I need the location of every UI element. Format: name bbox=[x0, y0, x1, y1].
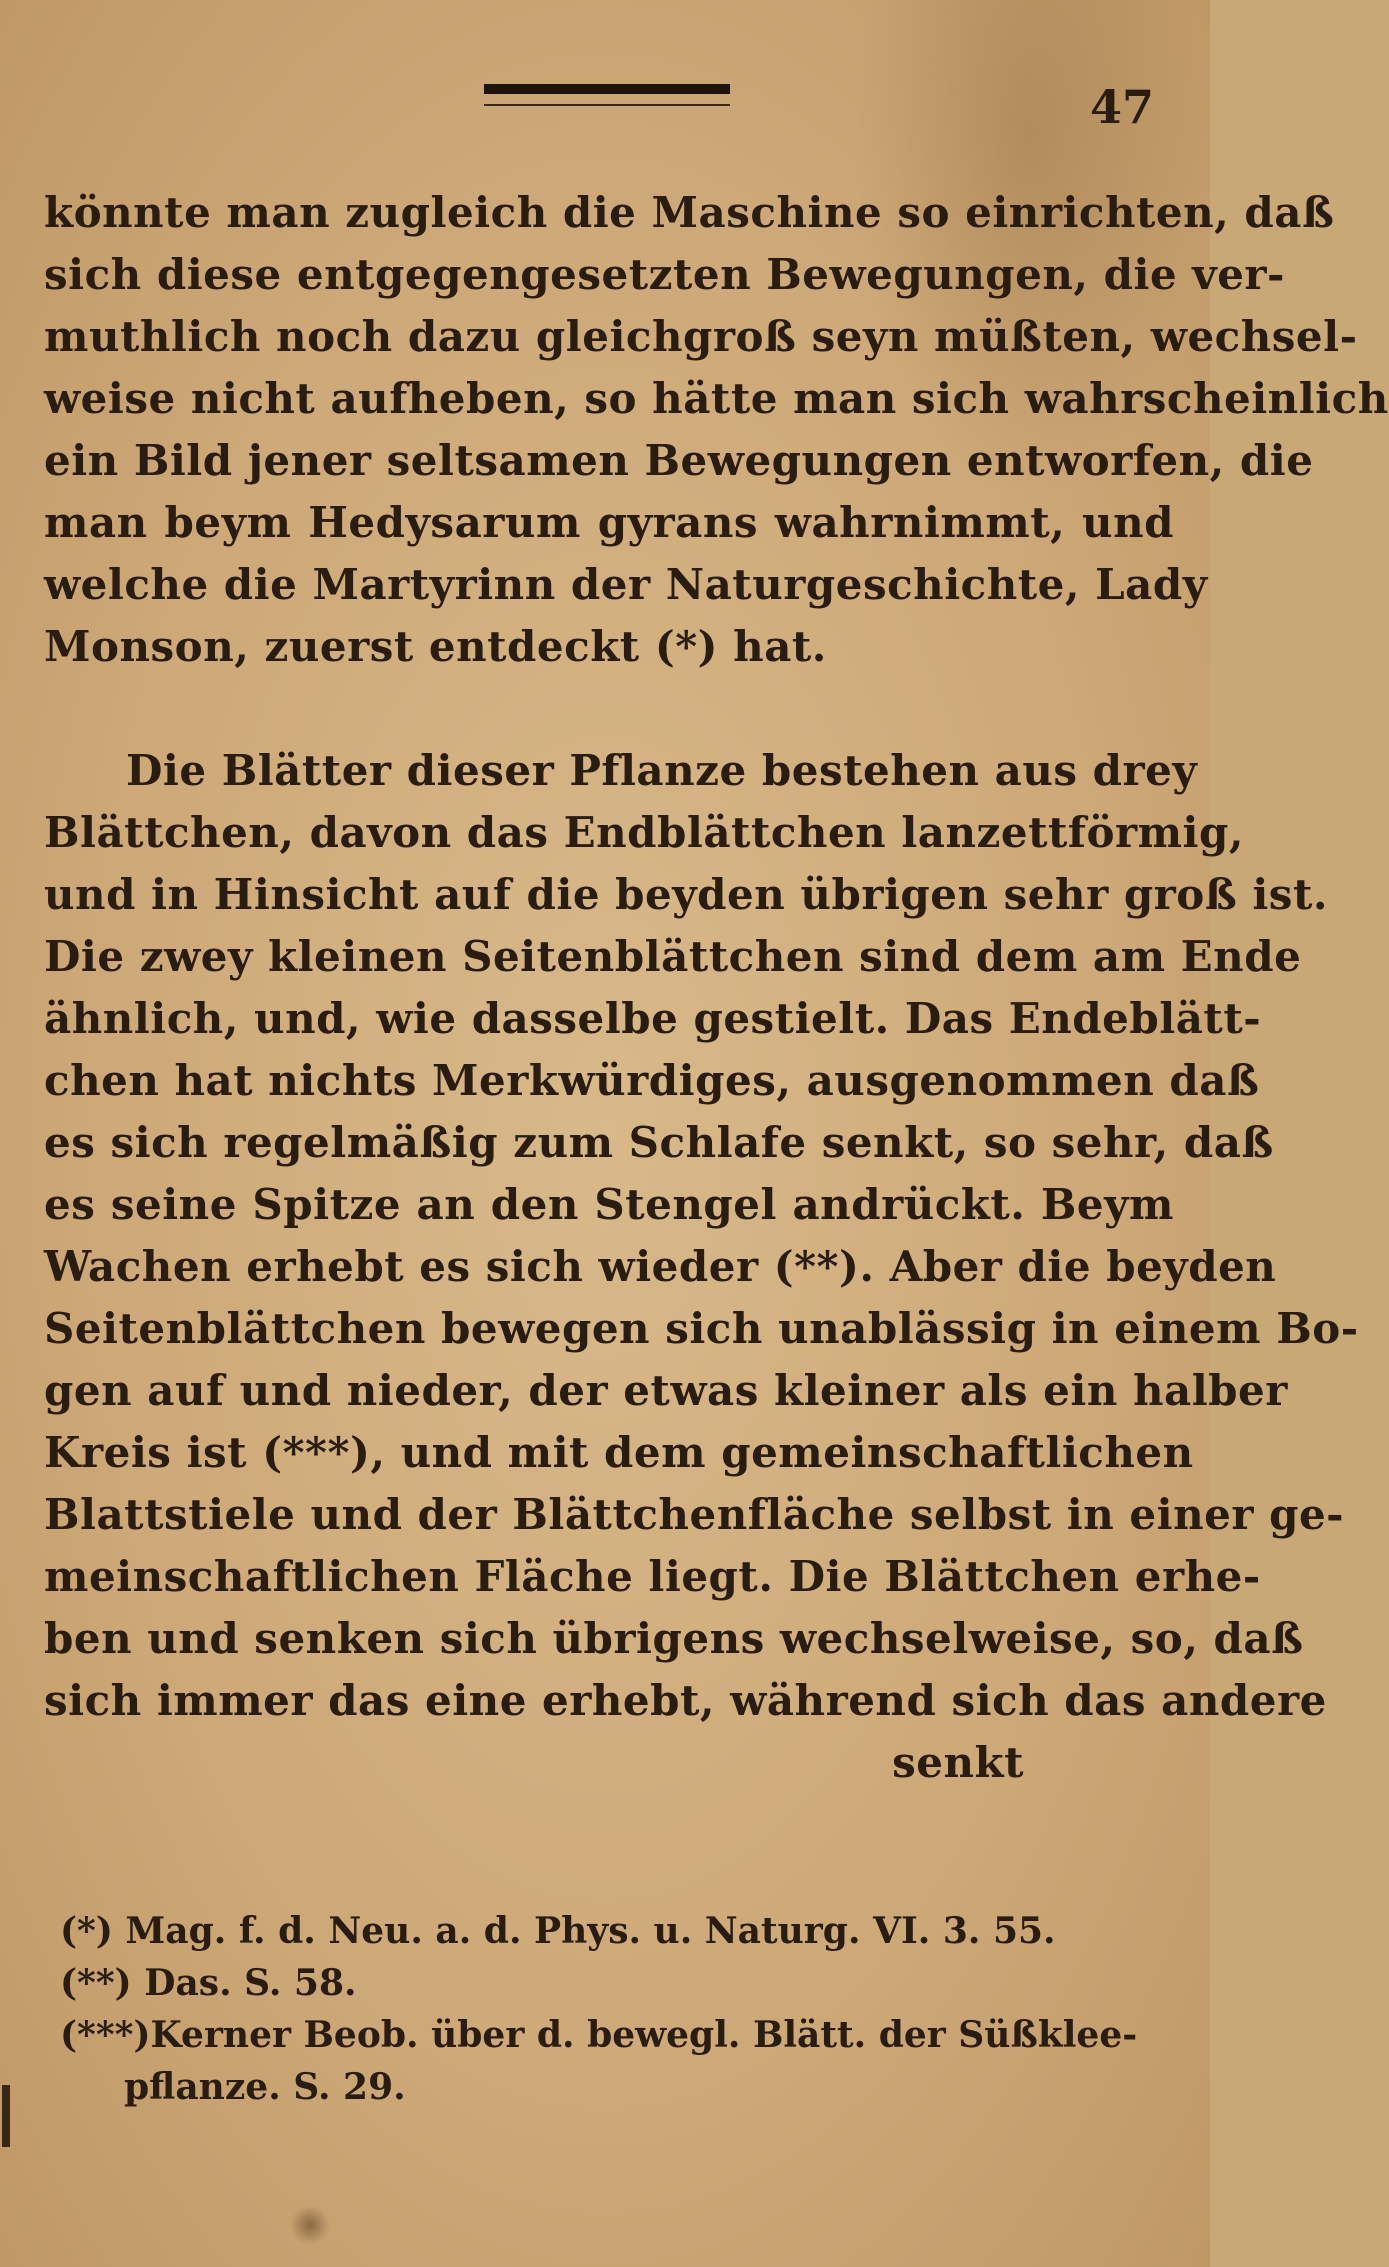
text-line: Seitenblättchen bewegen sich unablässig in einem Bo- bbox=[44, 1304, 1359, 1353]
footnote-continuation: pflanze. S. 29. bbox=[124, 2066, 406, 2108]
text-line: chen hat nichts Merkwürdiges, ausgenommen daß bbox=[44, 1056, 1260, 1105]
header-rule-thick bbox=[484, 84, 730, 94]
text-line: es sich regelmäßig zum Schlafe senkt, so sehr, daß bbox=[44, 1118, 1274, 1167]
catchword: senkt bbox=[892, 1738, 1024, 1787]
text-line: Die Blätter dieser Pflanze bestehen aus drey bbox=[126, 746, 1198, 795]
ink-blot bbox=[290, 2205, 330, 2245]
header-rule-thin bbox=[484, 104, 730, 106]
footnotes bbox=[60, 1905, 1170, 2113]
paragraph-gap bbox=[44, 678, 1174, 740]
text-line: weise nicht aufheben, so hätte man sich wahrscheinlich bbox=[44, 374, 1389, 423]
text-line: Blättchen, davon das Endblättchen lanzettförmig, bbox=[44, 808, 1244, 857]
text-line: sich immer das eine erhebt, während sich das andere bbox=[44, 1676, 1327, 1725]
text-line: ein Bild jener seltsamen Bewegungen entworfen, die bbox=[44, 436, 1314, 485]
body-text bbox=[44, 182, 1389, 1794]
text-line: meinschaftlichen Fläche liegt. Die Blättchen erhe- bbox=[44, 1552, 1261, 1601]
text-line: sich diese entgegengesetzten Bewegungen, die ver- bbox=[44, 250, 1285, 299]
text-line: Blattstiele und der Blättchenfläche selbst in einer ge- bbox=[44, 1490, 1345, 1539]
text-line: welche die Martyrinn der Naturgeschichte, Lady bbox=[44, 560, 1208, 609]
text-line: ben und senken sich übrigens wechselweise, so, daß bbox=[44, 1614, 1304, 1663]
footnote: (**) Das. S. 58. bbox=[60, 1962, 357, 2004]
text-line: man beym Hedysarum gyrans wahrnimmt, und bbox=[44, 498, 1174, 547]
footnote: (***)Kerner Beob. über d. bewegl. Blätt. der Süßklee- bbox=[60, 2014, 1138, 2056]
margin-ink-mark bbox=[2, 2085, 10, 2147]
text-line: Kreis ist (***), und mit dem gemeinschaftlichen bbox=[44, 1428, 1194, 1477]
text-line: Monson, zuerst entdeckt (*) hat. bbox=[44, 622, 827, 671]
text-line: Die zwey kleinen Seitenblättchen sind dem am Ende bbox=[44, 932, 1302, 981]
text-line: es seine Spitze an den Stengel andrückt. Beym bbox=[44, 1180, 1174, 1229]
text-line: Wachen erhebt es sich wieder (**). Aber die beyden bbox=[44, 1242, 1277, 1291]
text-line: könnte man zugleich die Maschine so einrichten, daß bbox=[44, 188, 1335, 237]
footnote: (*) Mag. f. d. Neu. a. d. Phys. u. Naturg. VI. 3. 55. bbox=[60, 1910, 1056, 1952]
text-line: ähnlich, und, wie dasselbe gestielt. Das Endeblätt- bbox=[44, 994, 1262, 1043]
text-line: gen auf und nieder, der etwas kleiner als ein halber bbox=[44, 1366, 1288, 1415]
text-line: muthlich noch dazu gleichgroß seyn müßten, wechsel- bbox=[44, 312, 1358, 361]
page-number: 47 bbox=[1090, 80, 1155, 134]
text-line: und in Hinsicht auf die beyden übrigen sehr groß ist. bbox=[44, 870, 1328, 919]
